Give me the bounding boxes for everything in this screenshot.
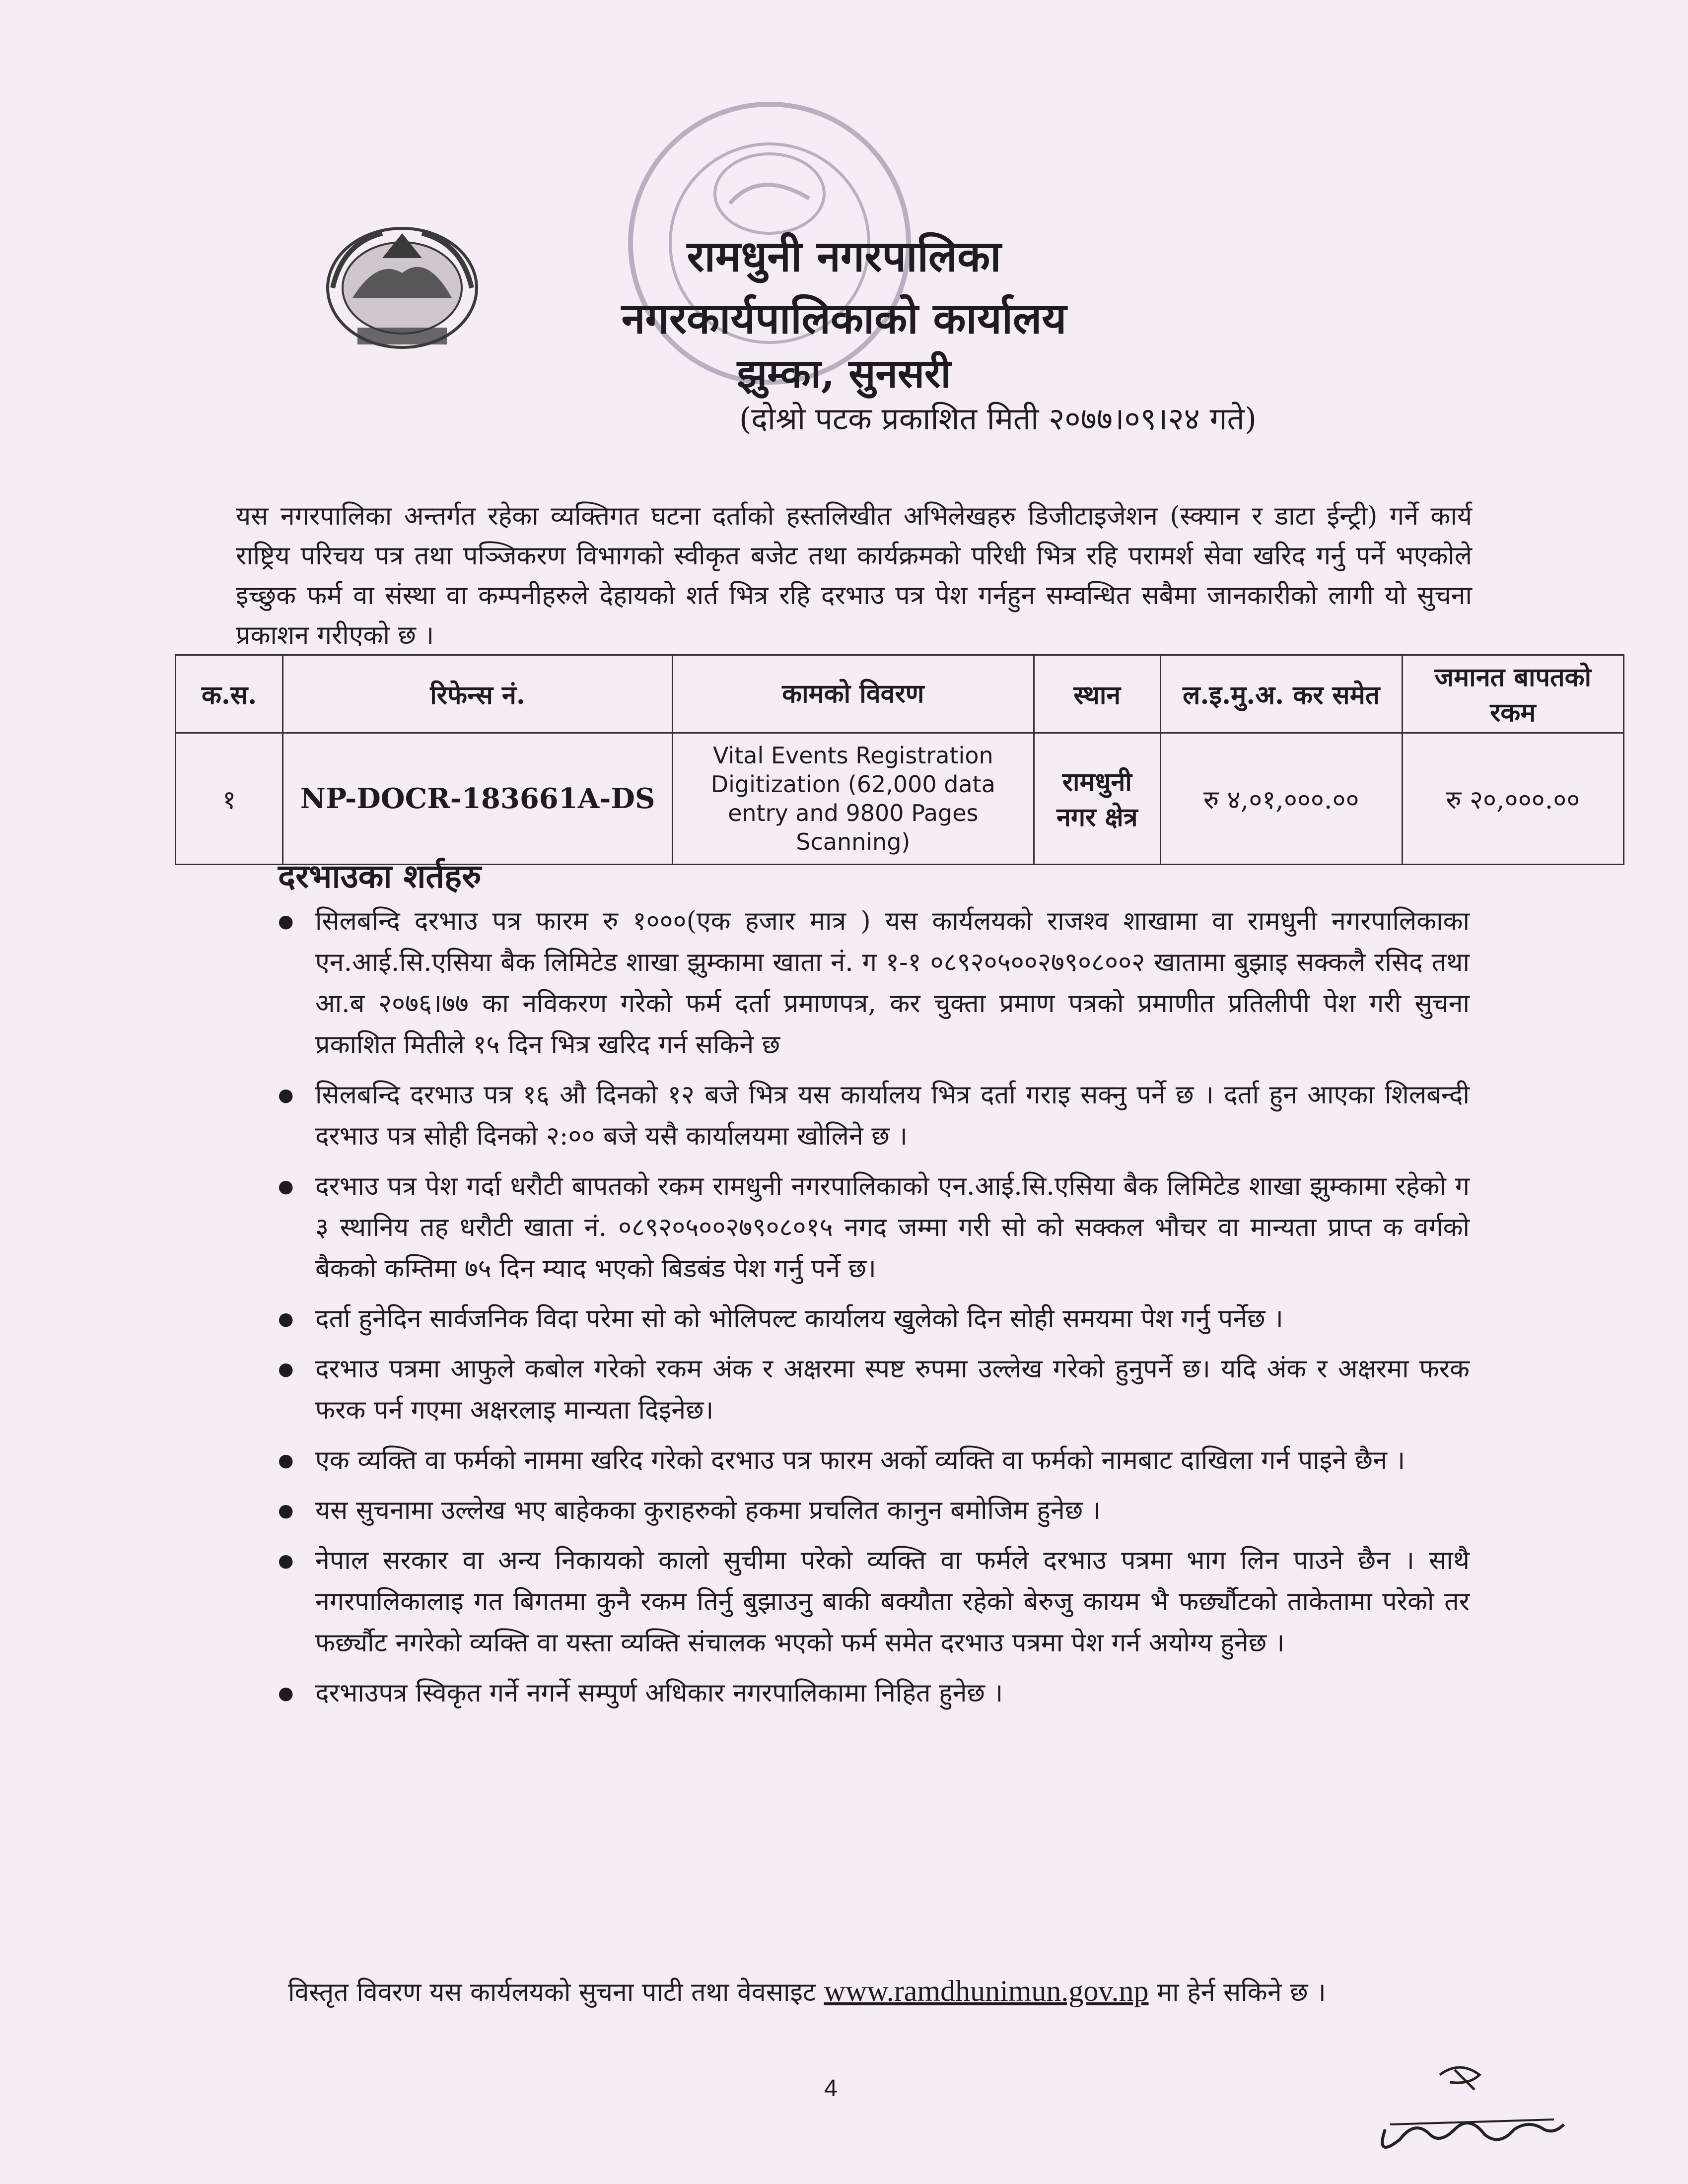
page-number: 4 bbox=[824, 2075, 838, 2102]
cell-description: Vital Events Registration Digitization (62,000 data entry and 9800 Pages Scanning) bbox=[673, 733, 1034, 865]
header-deposit: जमानत बापतको रकम bbox=[1402, 655, 1623, 733]
publish-date: (दोश्रो पटक प्रकाशित मिती २०७७।०९।२४ गते) bbox=[739, 401, 1257, 437]
website-link[interactable]: www.ramdhunimun.gov.np bbox=[824, 1975, 1149, 2007]
list-item: ● यस सुचनामा उल्लेख भए बाहेकका कुराहरुको हकमा प्रचलित कानुन बमोजिम हुनेछ । bbox=[278, 1490, 1470, 1531]
list-item: ● एक व्यक्ति वा फर्मको नाममा खरिद गरेको दरभाउ पत्र फारम अर्को व्यक्ति वा फर्मको नामबाट दाखिला गर्न पाइने छैन । bbox=[278, 1440, 1470, 1481]
closing-note bbox=[238, 1971, 1470, 2013]
header-location: स्थान bbox=[1034, 655, 1160, 733]
conditions-list bbox=[278, 901, 1470, 1723]
list-item: ● सिलबन्दि दरभाउ पत्र फारम रु १०००(एक हजार मात्र ) यस कार्यलयको राजश्व शाखामा वा रामधुनी नगरपालिकाका एन.आई.सि.एसिया बैक लिमिटेड शाखा झुम्कामा खाता नं. ग १-१ ०८९२०५००२७९०८००२ खातामा बुझाइ सक्कलै रसिद तथा आ.ब २०७६।७७ का नविकरण गरेको फर्म दर्ता प्रमाणपत्र, कर चुक्ता प्रमाण पत्रको प्रमाणीत प्रतिलीपी पेश गरी सुचना प्रकाशित मितीले १५ दिन भित्र खरिद गर्न सकिने छ bbox=[278, 901, 1470, 1066]
header-description: कामको विवरण bbox=[673, 655, 1034, 733]
list-item: ● दरभाउ पत्रमा आफुले कबोल गरेको रकम अंक र अक्षरमा स्पष्ट रुपमा उल्लेख गरेको हुनुपर्ने छ। यदि अंक र अक्षरमा फरक फरक पर्न गएमा अक्षरलाइ मान्यता दिइनेछ। bbox=[278, 1349, 1470, 1431]
municipality-name: रामधुनी नगरपालिका bbox=[687, 231, 1001, 281]
cell-serial: १ bbox=[176, 733, 283, 865]
cell-reference: NP-DOCR-183661A-DS bbox=[283, 733, 673, 865]
cell-cost: रु ४,०१,०००.०० bbox=[1160, 733, 1402, 865]
office-location: झुम्का, सुनसरी bbox=[737, 350, 951, 397]
list-item: ● सिलबन्दि दरभाउ पत्र १६ औ दिनको १२ बजे भित्र यस कार्यालय भित्र दर्ता गराइ सक्नु पर्ने छ । दर्ता हुन आएका शिलबन्दी दरभाउ पत्र सोही दिनको २:०० बजे यसै कार्यालयमा खोलिने छ । bbox=[278, 1075, 1470, 1157]
table-header-row bbox=[176, 655, 1624, 733]
cell-location: रामधुनी नगर क्षेत्र bbox=[1034, 733, 1160, 865]
notice-intro: यस नगरपालिका अन्तर्गत रहेका व्यक्तिगत घटना दर्ताको हस्तलिखीत अभिलेखहरु डिजीटाइजेशन (स्क्यान र डाटा ईन्ट्री) गर्ने कार्य राष्ट्रिय परिचय पत्र तथा पञ्जिकरण विभागको स्वीकृत बजेट तथा कार्यक्रमको परिधी भित्र रहि परामर्श सेवा खरिद गर्नु पर्ने भएकोले इच्छुक फर्म वा संस्था वा कम्पनीहरुले देहायको शर्त भित्र रहि दरभाउ पत्र पेश गर्नहुन सम्वन्धित सबैमा जानकारीको लागी यो सुचना प्रकाशन गरीएको छ । bbox=[236, 501, 1472, 650]
header-reference: रिफेन्स नं. bbox=[283, 655, 673, 733]
conditions-title: दरभाउका शर्तहरु bbox=[278, 857, 482, 895]
header-serial: क.स. bbox=[176, 655, 283, 733]
office-name: नगरकार्यपालिकाको कार्यालय bbox=[621, 293, 1067, 343]
closing-text-before: विस्तृत विवरण यस कार्यलयको सुचना पाटी तथा वेवसाइट bbox=[288, 1978, 824, 2007]
list-item: ● दर्ता हुनेदिन सार्वजनिक विदा परेमा सो को भोलिपल्ट कार्यालय खुलेको दिन सोही समयमा पेश गर्नु पर्नेछ । bbox=[278, 1298, 1470, 1340]
closing-text-after: मा हेर्न सकिने छ । bbox=[1148, 1978, 1326, 2007]
list-item: ● नेपाल सरकार वा अन्य निकायको कालो सुचीमा परेको व्यक्ति वा फर्मले दरभाउ पत्रमा भाग लिन पाउने छैन । साथै नगरपालिकालाइ गत बिगतमा कुनै रकम तिर्नु बुझाउनु बाकी बक्यौता रहेको बेरुजु कायम भै फर्छ्यौटको ताकेतामा परेको तर फर्छ्यौट नगरेको व्यक्ति वा यस्ता व्यक्ति संचालक भएको फर्म समेत दरभाउ पत्रमा पेश गर्न अयोग्य हुनेछ । bbox=[278, 1540, 1470, 1664]
signature-icon bbox=[1355, 2055, 1584, 2164]
cell-deposit: रु २०,०००.०० bbox=[1402, 733, 1623, 865]
list-item: ● दरभाउ पत्र पेश गर्दा धरौटी बापतको रकम रामधुनी नगरपालिकाको एन.आई.सि.एसिया बैक लिमिटेड शाखा झुम्कामा रहेको ग ३ स्थानिय तह धरौटी खाता नं. ०८९२०५००२७९०८०१५ नगद जम्मा गरी सो को सक्कल भौचर वा मान्यता प्राप्त क वर्गको बैकको कम्तिमा ७५ दिन म्याद भएको बिडबंड पेश गर्नु पर्ने छ। bbox=[278, 1166, 1470, 1290]
tender-table bbox=[175, 654, 1624, 865]
header-cost: ल.इ.मु.अ. कर समेत bbox=[1160, 655, 1402, 733]
table-row bbox=[176, 733, 1624, 865]
list-item: ● दरभाउपत्र स्विकृत गर्ने नगर्ने सम्पुर्ण अधिकार नगरपालिकामा निहित हुनेछ । bbox=[278, 1673, 1470, 1714]
